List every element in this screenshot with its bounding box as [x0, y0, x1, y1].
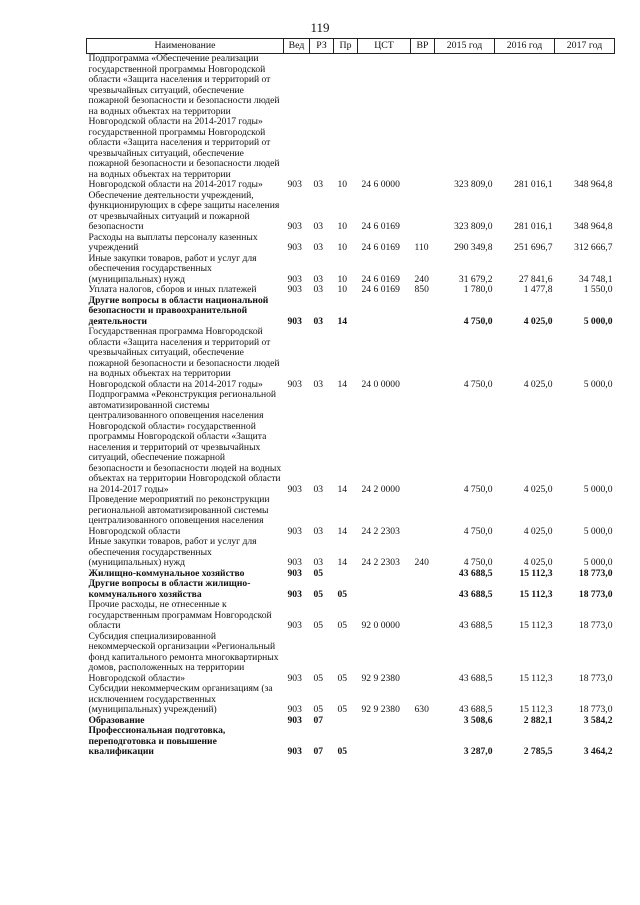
row-vr — [411, 191, 435, 233]
row-2015: 31 679,2 — [458, 273, 493, 285]
row-rz: 03 — [313, 284, 324, 295]
row-pr — [334, 569, 358, 580]
table-row — [87, 327, 615, 390]
row-cst: 24 6 0169 — [361, 242, 400, 253]
row-2015: 3 287,0 — [463, 746, 493, 757]
row-rz: 05 — [313, 567, 324, 579]
row-2016: 2 882,1 — [523, 714, 553, 726]
row-rz: 05 — [313, 672, 324, 684]
row-cst — [358, 579, 411, 600]
row-rz: 03 — [313, 315, 324, 327]
row-2015: 323 809,0 — [454, 221, 493, 232]
row-2016: 4 025,0 — [523, 315, 553, 327]
row-rz: 03 — [313, 378, 324, 390]
row-2016: 251 696,7 — [514, 242, 553, 253]
row-2016: 15 112,3 — [519, 567, 553, 579]
row-pr: 10 — [337, 273, 348, 285]
row-name: Государственная программа Новгородской области «Защита населения и территорий от чрезвычайных ситуаций, обеспечение пожарной безопасности и безопасности людей на водных объектах на территории Новгородской области на 2014-2017 годы» — [88, 326, 280, 390]
row-2017: 312 666,7 — [574, 242, 613, 253]
row-rz: 07 — [313, 746, 324, 757]
row-2017: 34 748,1 — [578, 273, 613, 285]
row-pr: 14 — [337, 378, 348, 390]
header-2016: 2016 год — [495, 39, 555, 54]
row-ved: 903 — [287, 704, 302, 715]
row-2017: 3 464,2 — [583, 746, 613, 757]
row-2015: 1 780,0 — [463, 284, 493, 295]
row-2016: 27 841,6 — [518, 273, 553, 285]
row-2015: 4 750,0 — [463, 378, 493, 390]
table-row — [87, 296, 615, 328]
row-cst — [358, 296, 411, 328]
row-pr: 10 — [337, 221, 348, 232]
row-name: Расходы на выплаты персоналу казенных учреждений — [88, 231, 258, 253]
row-vr: 630 — [414, 704, 429, 715]
row-2015: 4 750,0 — [463, 483, 493, 495]
row-vr — [411, 716, 435, 727]
row-2017: 18 773,0 — [578, 567, 613, 579]
table-row — [87, 600, 615, 632]
row-vr — [411, 296, 435, 328]
table-row — [87, 191, 615, 233]
table-body — [87, 54, 615, 758]
header-rz: РЗ — [310, 39, 334, 54]
row-ved: 903 — [287, 714, 302, 726]
row-cst: 24 6 0169 — [361, 284, 400, 295]
row-vr — [411, 390, 435, 495]
row-cst: 24 2 2303 — [361, 557, 400, 568]
header-2017: 2017 год — [555, 39, 615, 54]
row-2017: 348 964,8 — [574, 179, 613, 190]
table-row — [87, 54, 615, 191]
row-2015: 4 750,0 — [463, 315, 493, 327]
row-name: Прочие расходы, не отнесенные к государственным программам Новгородской области — [88, 599, 272, 631]
row-rz: 03 — [313, 525, 324, 537]
row-name: Субсидия специализированной некоммерческой организации «Региональный фонд капитального ремонта многоквартирных домов, расположенных на территории Новгородской области» — [88, 630, 279, 684]
row-2015: 323 809,0 — [454, 179, 493, 190]
row-2016: 4 025,0 — [523, 525, 553, 537]
row-ved: 903 — [287, 620, 302, 631]
row-pr: 05 — [337, 672, 348, 684]
row-2017: 3 584,2 — [583, 714, 613, 726]
header-cst: ЦСТ — [358, 39, 411, 54]
row-2016: 15 112,3 — [519, 672, 553, 684]
row-ved: 903 — [287, 746, 302, 757]
row-pr: 10 — [337, 179, 348, 190]
row-vr — [411, 327, 435, 390]
row-vr: 240 — [414, 557, 429, 568]
row-vr: 240 — [414, 273, 429, 285]
row-2016: 281 016,1 — [514, 179, 553, 190]
row-cst: 24 6 0169 — [361, 273, 400, 285]
row-ved: 903 — [287, 567, 302, 579]
row-vr: 110 — [414, 242, 429, 253]
header-pr: Пр — [334, 39, 358, 54]
row-2015: 4 750,0 — [463, 557, 493, 568]
row-cst — [358, 726, 411, 758]
row-2015: 43 688,5 — [458, 672, 493, 684]
row-ved: 903 — [287, 588, 302, 600]
row-name: Проведение мероприятий по реконструкции региональной автоматизированной системы централизованного оповещения населения Новгородской области — [88, 494, 270, 537]
row-2016: 2 785,5 — [523, 746, 553, 757]
row-vr — [411, 600, 435, 632]
row-name: Другие вопросы в области жилищно-коммунального хозяйства — [88, 578, 251, 600]
row-vr — [411, 495, 435, 537]
row-cst: 92 9 2380 — [361, 704, 400, 715]
row-2015: 43 688,5 — [458, 704, 493, 715]
page-number: 119 — [310, 20, 330, 35]
row-2015: 43 688,5 — [458, 567, 493, 579]
row-name: Другие вопросы в области национальной безопасности и правоохранительной деятельности — [88, 294, 269, 327]
row-cst: 24 6 0000 — [361, 179, 400, 190]
header-vr: ВР — [411, 39, 435, 54]
row-name: Профессиональная подготовка, переподготовка и повышение квалификации — [88, 725, 226, 757]
row-pr: 05 — [337, 588, 348, 600]
row-2017: 1 550,0 — [583, 284, 613, 295]
row-cst: 92 9 2380 — [361, 672, 400, 684]
row-ved: 903 — [287, 315, 302, 327]
row-cst: 92 0 0000 — [361, 620, 400, 631]
table-row — [87, 726, 615, 758]
header-2015: 2015 год — [435, 39, 495, 54]
row-rz: 05 — [313, 704, 324, 715]
row-cst: 24 2 0000 — [361, 483, 400, 495]
table-row — [87, 684, 615, 716]
row-2017: 18 773,0 — [578, 672, 613, 684]
row-name: Субсидии некоммерческим организациям (за исключением государственных (муниципальных) учреждений) — [88, 683, 273, 715]
row-name: Обеспечение деятельности учреждений, функционирующих в сфере защиты населения от чрезвычайных ситуаций и пожарной безопасности — [88, 189, 280, 232]
row-pr: 14 — [337, 557, 348, 568]
row-rz: 03 — [313, 483, 324, 495]
header-name: Наименование — [87, 39, 284, 54]
row-ved: 903 — [287, 273, 302, 285]
row-ved: 903 — [287, 221, 302, 232]
row-vr: 850 — [414, 284, 429, 295]
row-ved: 903 — [287, 284, 302, 295]
header-ved: Вед — [284, 39, 310, 54]
row-ved: 903 — [287, 557, 302, 568]
row-name: Иные закупки товаров, работ и услуг для обеспечения государственных (муниципальных) нужд — [88, 536, 257, 568]
row-ved: 903 — [287, 525, 302, 537]
row-vr — [411, 726, 435, 758]
row-vr — [411, 632, 435, 685]
row-cst: 24 0 0000 — [361, 378, 400, 390]
row-2016: 15 112,3 — [519, 588, 553, 600]
row-2017: 5 000,0 — [583, 483, 613, 495]
row-cst — [358, 569, 411, 580]
row-vr — [411, 579, 435, 600]
row-ved: 903 — [287, 378, 302, 390]
table-row — [87, 632, 615, 685]
row-ved: 903 — [287, 483, 302, 495]
table-row — [87, 254, 615, 286]
table-header-row — [87, 39, 615, 54]
row-name: Иные закупки товаров, работ и услуг для обеспечения государственных (муниципальных) нужд — [88, 252, 257, 285]
row-cst: 24 2 2303 — [361, 525, 400, 537]
row-2017: 18 773,0 — [578, 588, 613, 600]
table-row — [87, 285, 615, 296]
row-rz: 03 — [313, 242, 324, 253]
row-2015: 43 688,5 — [458, 588, 493, 600]
row-2015: 4 750,0 — [463, 525, 493, 537]
row-2016: 4 025,0 — [523, 378, 553, 390]
row-pr — [334, 716, 358, 727]
row-pr: 10 — [337, 284, 348, 295]
row-2016: 1 477,8 — [523, 284, 553, 295]
table-row — [87, 495, 615, 537]
row-ved: 903 — [287, 242, 302, 253]
row-pr: 05 — [337, 704, 348, 715]
row-2017: 18 773,0 — [578, 620, 613, 631]
row-2017: 5 000,0 — [583, 378, 613, 390]
row-name: Подпрограмма «Обеспечение реализации государственной программы Новгородской области «Защита населения и территорий от чрезвычайных ситуаций, обеспечение пожарной безопасности и безопасности людей на водных объектах на территории Новгородской области на 2014-2017 годы» государственной программы Новгородской области «Защита населения и территорий от чрезвычайных ситуаций, обеспечение пожарной безопасности и безопасности людей на водных объектах на территории Новгородской области на 2014-2017 годы» — [88, 53, 280, 190]
row-2016: 15 112,3 — [519, 620, 553, 631]
row-pr: 05 — [337, 620, 348, 631]
table-row — [87, 233, 615, 254]
row-pr: 10 — [337, 242, 348, 253]
row-2017: 5 000,0 — [583, 315, 613, 327]
row-rz: 03 — [313, 221, 324, 232]
row-pr: 14 — [337, 315, 348, 327]
row-2017: 5 000,0 — [583, 525, 613, 537]
row-pr: 05 — [337, 746, 348, 757]
row-2016: 15 112,3 — [519, 704, 553, 715]
row-2016: 4 025,0 — [523, 483, 553, 495]
row-rz: 07 — [313, 714, 324, 726]
row-cst: 24 6 0169 — [361, 221, 400, 232]
row-rz: 03 — [313, 179, 324, 190]
row-rz: 03 — [313, 557, 324, 568]
row-rz: 03 — [313, 273, 324, 285]
row-2015: 3 508,6 — [463, 714, 493, 726]
row-2015: 43 688,5 — [458, 620, 493, 631]
row-ved: 903 — [287, 179, 302, 190]
row-2016: 4 025,0 — [523, 557, 553, 568]
row-2015: 290 349,8 — [454, 242, 493, 253]
row-vr — [411, 569, 435, 580]
row-2017: 348 964,8 — [574, 221, 613, 232]
budget-table — [86, 38, 615, 758]
table-row — [87, 390, 615, 495]
row-vr — [411, 54, 435, 191]
row-cst — [358, 716, 411, 727]
row-rz: 05 — [313, 620, 324, 631]
row-rz: 05 — [313, 588, 324, 600]
table-row — [87, 537, 615, 569]
row-ved: 903 — [287, 672, 302, 684]
row-pr: 14 — [337, 525, 348, 537]
row-2017: 5 000,0 — [583, 557, 613, 568]
row-2016: 281 016,1 — [514, 221, 553, 232]
row-name: Жилищно-коммунальное хозяйство — [88, 567, 245, 579]
table-row — [87, 579, 615, 600]
row-pr: 14 — [337, 483, 348, 495]
row-name: Уплата налогов, сборов и иных платежей — [88, 284, 257, 295]
row-name: Образование — [88, 714, 145, 726]
row-name: Подпрограмма «Реконструкция региональной автоматизированной системы централизованного оповещения населения Новгородской области» государственной программы Новгородской области «Защита населения и территорий от чрезвычайных ситуаций, обеспечение пожарной безопасности и безопасности людей на водных объектах на территории Новгородской области на 2014-2017 годы» — [88, 389, 282, 495]
row-2017: 18 773,0 — [578, 704, 613, 715]
